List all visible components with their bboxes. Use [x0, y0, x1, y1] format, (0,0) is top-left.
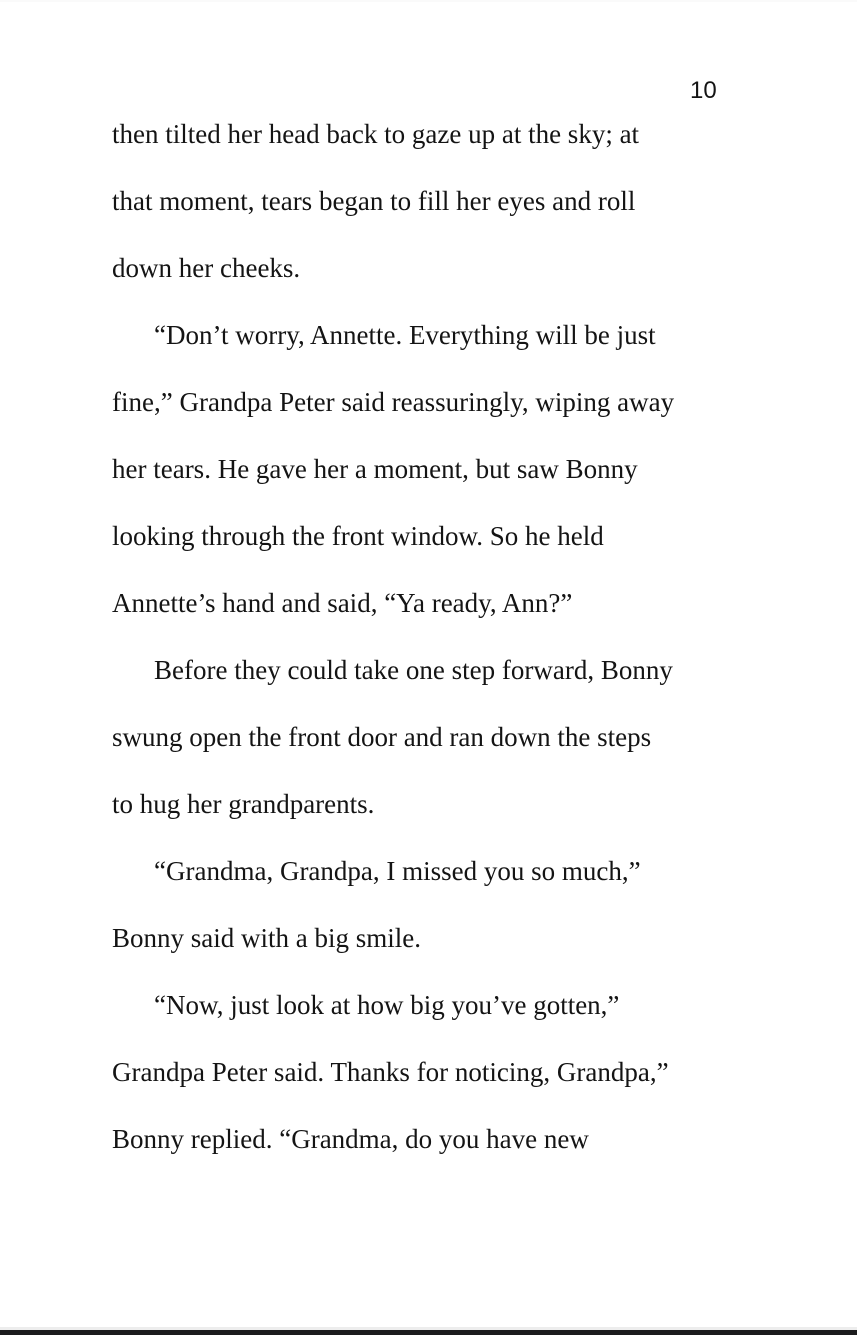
- text-line: Grandpa Peter said. Thanks for noticing, Grandpa,”: [112, 1057, 669, 1087]
- text-line: to hug her grandparents.: [112, 789, 375, 819]
- text-line: Before they could take one step forward, Bonny: [154, 655, 673, 685]
- page-number: 10: [690, 77, 717, 104]
- text-line: Bonny said with a big smile.: [112, 923, 421, 953]
- paragraph: [112, 972, 737, 1173]
- paragraph: [112, 637, 737, 838]
- text-line: then tilted her head back to gaze up at the sky; at: [112, 119, 640, 149]
- page-top-edge: [0, 0, 857, 2]
- paragraph: [112, 101, 737, 302]
- text-line: looking through the front window. So he held: [112, 521, 604, 551]
- text-line: fine,” Grandpa Peter said reassuringly, wiping away: [112, 387, 675, 417]
- text-line: Annette’s hand and said, “Ya ready, Ann?”: [112, 588, 573, 618]
- text-line: Bonny replied. “Grandma, do you have new: [112, 1124, 589, 1154]
- page-text-block: [112, 101, 737, 1173]
- text-line: “Grandma, Grandpa, I missed you so much,”: [154, 856, 641, 886]
- text-line: swung open the front door and ran down the steps: [112, 722, 652, 752]
- paragraph: [112, 838, 737, 972]
- text-line: that moment, tears began to fill her eyes and roll: [112, 186, 636, 216]
- bottom-edge-bar: [0, 1330, 857, 1335]
- text-line: down her cheeks.: [112, 253, 301, 283]
- paragraph: [112, 302, 737, 637]
- text-line: her tears. He gave her a moment, but saw Bonny: [112, 454, 638, 484]
- text-line: “Now, just look at how big you’ve gotten,”: [154, 990, 620, 1020]
- text-line: “Don’t worry, Annette. Everything will be just: [154, 320, 656, 350]
